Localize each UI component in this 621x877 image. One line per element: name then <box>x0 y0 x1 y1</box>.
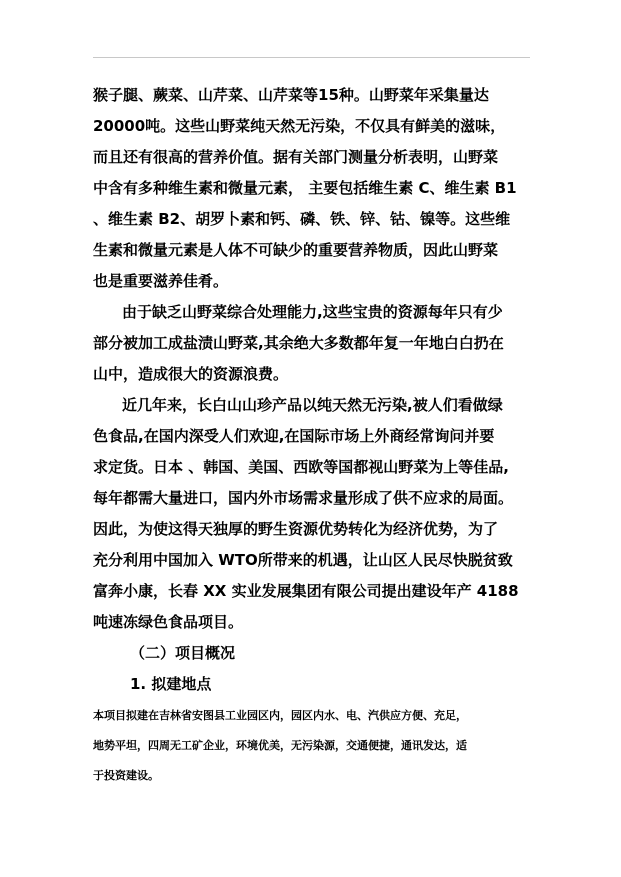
text-line: 部分被加工成盐渍山野菜,其余绝大多数都年复一年地白白扔在 <box>93 334 504 352</box>
text-line: 由于缺乏山野菜综合处理能力,这些宝贵的资源每年只有少 <box>122 303 503 321</box>
text-line: 地势平坦，四周无工矿企业，环境优美，无污染源，交通便捷，通讯发达，适 <box>93 739 467 752</box>
text-line: 充分利用中国加入 WTO所带来的机遇，让山区人民尽快脱贫致 <box>93 551 513 569</box>
site-description <box>93 701 533 791</box>
text-line: 而且还有很高的营养价值。据有关部门测量分析表明，山野菜 <box>93 148 499 166</box>
text-line: 每年都需大量进口，国内外市场需求量形成了供不应求的局面。 <box>93 489 514 507</box>
text-line: 因此，为使这得天独厚的野生资源优势转化为经济优势，为了 <box>93 520 499 538</box>
text-line: 求定货。日本 、韩国、美国、西欧等国都视山野菜为上等佳品, <box>93 458 509 476</box>
header-rule <box>93 57 530 58</box>
section-heading: （二）项目概况 <box>130 644 236 662</box>
document-body <box>93 80 533 791</box>
text-line: 近几年来，长白山山珍产品以纯天然无污染,被人们看做绿 <box>122 396 503 414</box>
paragraph-processing-capacity <box>93 297 533 390</box>
text-line: 20000吨。这些山野菜纯天然无污染，不仅具有鲜美的滋味， <box>93 117 506 135</box>
text-line: 本项目拟建在吉林省安图县工业园区内，园区内水、电、汽供应方便、充足， <box>93 709 467 722</box>
text-line: 山中，造成很大的资源浪费。 <box>93 365 289 383</box>
subsection-heading: 1. 拟建地点 <box>130 675 212 693</box>
text-line: 于投资建设。 <box>93 769 159 782</box>
paragraph-wild-vegetables-nutrition <box>93 80 533 297</box>
paragraph-market-demand <box>93 390 533 638</box>
text-line: 也是重要滋养佳肴。 <box>93 272 229 290</box>
text-line: 、维生素 B2、胡罗卜素和钙、磷、铁、锌、钴、镍等。这些维 <box>93 210 511 228</box>
text-line: 吨速冻绿色食品项目。 <box>93 613 244 631</box>
text-line: 猴子腿、蕨菜、山芹菜、山芹菜等15种。山野菜年采集量达 <box>93 86 489 104</box>
text-line: 色食品,在国内深受人们欢迎,在国际市场上外商经常询问并要 <box>93 427 495 445</box>
text-line: 富奔小康，长春 XX 实业发展集团有限公司提出建设年产 4188 <box>93 582 519 600</box>
text-line: 中含有多种维生素和微量元素， 主要包括维生素 C、维生素 B1 <box>93 179 517 197</box>
text-line: 生素和微量元素是人体不可缺少的重要营养物质，因此山野菜 <box>93 241 499 259</box>
